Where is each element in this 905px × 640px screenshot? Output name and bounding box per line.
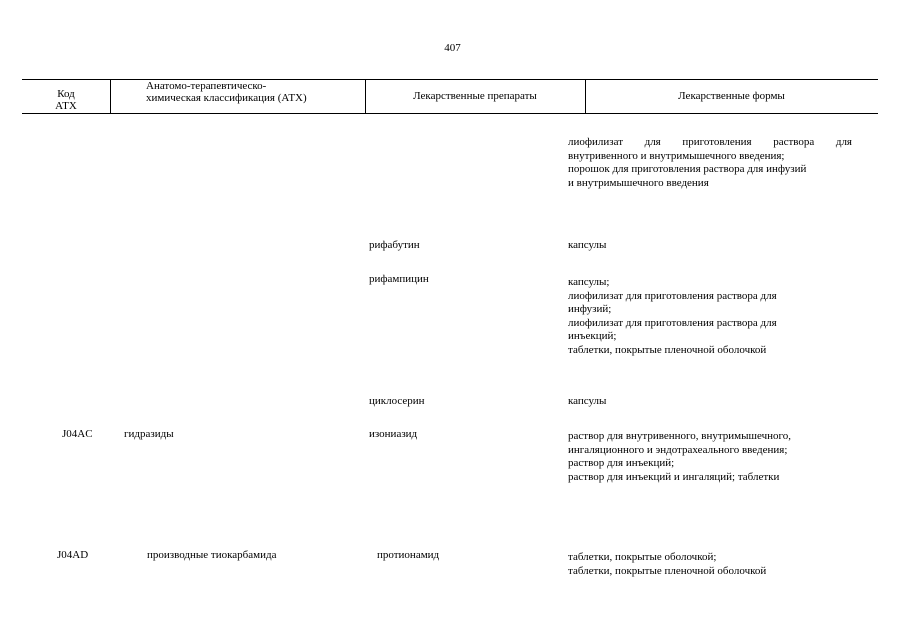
table-header-bottom-rule [22,113,878,114]
forms-cell [568,239,606,253]
header-forms: Лекарственные формы [678,90,785,102]
forms-line: капсулы [568,239,607,251]
atc-code: J04AD [57,549,89,561]
header-classification [146,80,307,104]
forms-line: капсулы; [568,276,610,288]
forms-line: лиофилизат для приготовления раствора для [568,316,777,329]
forms-line: таблетки, покрытые оболочкой; [568,551,717,563]
forms-line: лиофилизат для приготовления раствора для [568,136,852,148]
forms-cell [568,430,791,484]
forms-line: инфузий; [568,303,612,315]
forms-line: капсулы [568,395,607,407]
header-classification-line: Анатомо-терапевтическо- [146,80,267,92]
forms-cell [568,276,777,357]
forms-cell [568,551,766,578]
forms-line: раствор для внутривенного, внутримышечного, [568,430,792,442]
drug-name: изониазид [369,428,418,440]
forms-line: внутривенного и внутримышечного введения; [568,149,785,162]
atc-classification: производные тиокарбамида [147,549,277,561]
forms-cell [568,395,606,409]
column-divider [110,79,111,113]
header-code-line: АТХ [55,100,77,112]
forms-line: раствор для инъекций; [568,457,675,469]
atc-code: J04AC [62,428,93,440]
drug-name: рифампицин [369,273,429,285]
drug-name: рифабутин [369,239,420,251]
atc-classification: гидразиды [124,428,174,440]
header-code [22,88,110,112]
forms-cell [568,136,852,190]
forms-line: инъекций; [568,330,617,342]
drug-name: протионамид [377,549,440,561]
forms-line: порошок для приготовления раствора для инфузий [568,163,807,175]
header-drugs: Лекарственные препараты [413,90,537,102]
forms-line: ингаляционного и эндотрахеального введения; [568,443,788,456]
forms-line: и внутримышечного введения [568,176,709,189]
page-number: 407 [444,42,461,54]
forms-line: таблетки, покрытые пленочной оболочкой [568,564,767,577]
forms-line: таблетки, покрытые пленочной оболочкой [568,343,767,356]
forms-line: лиофилизат для приготовления раствора для [568,289,777,302]
header-classification-line: химическая классификация (АТХ) [146,92,307,104]
drug-name: циклосерин [369,395,425,407]
forms-line: раствор для инъекций и ингаляций; таблетки [568,470,780,483]
header-code-line: Код [57,88,75,100]
